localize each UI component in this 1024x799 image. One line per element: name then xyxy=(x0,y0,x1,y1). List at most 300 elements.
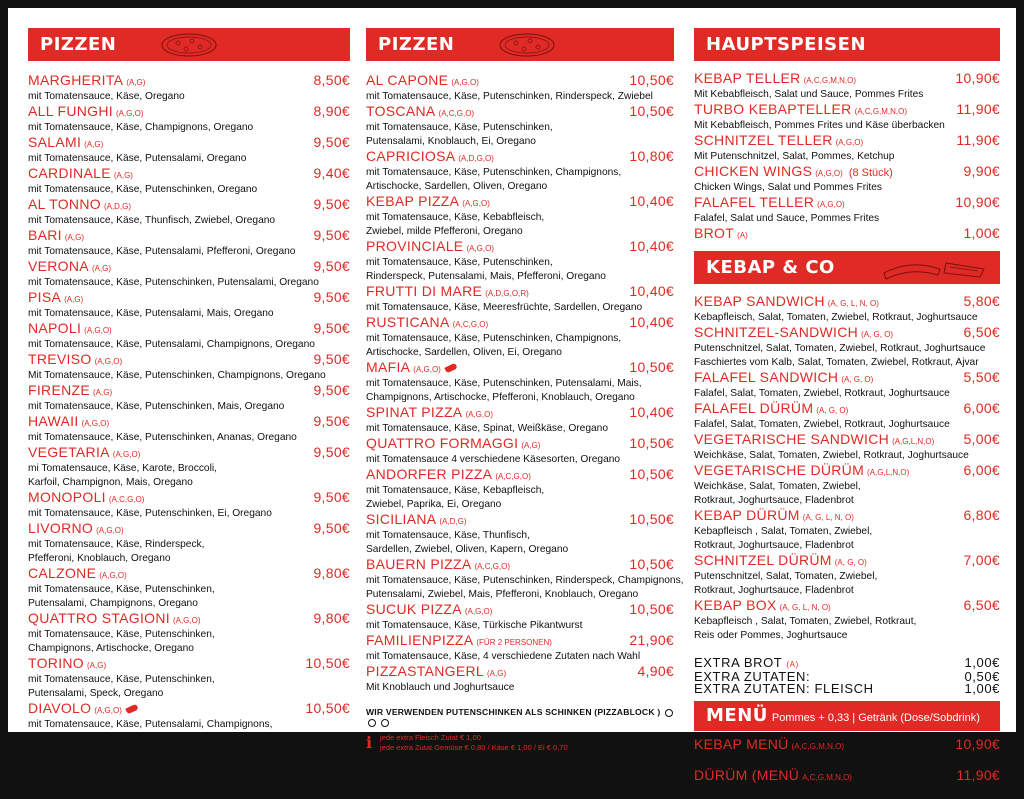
menu-item xyxy=(366,194,674,239)
item-description: Putensalami, Speck, Oregano xyxy=(28,688,164,699)
menu-item xyxy=(694,325,1000,370)
item-price: 8,90€ xyxy=(313,103,350,119)
item-description: mit Tomatensauce, Käse, Putenschinken, Ananas, Oregano xyxy=(28,432,297,443)
item-header xyxy=(694,553,1000,570)
item-name-group xyxy=(366,360,457,377)
menu-item xyxy=(694,508,1000,553)
allergen-code: (A,C,G,M,N,O) xyxy=(803,76,857,85)
allergen-code: (A) xyxy=(737,231,748,240)
item-header xyxy=(28,352,350,369)
item-price: 10,50€ xyxy=(629,435,674,451)
item-name-group xyxy=(366,405,493,422)
item-header xyxy=(694,598,1000,615)
menu-item xyxy=(694,432,1000,463)
allergen-code: (A,G) xyxy=(126,78,146,87)
allergen-code: (A,G,O) xyxy=(815,169,843,178)
item-description: Mit Putenschnitzel, Salat, Pommes, Ketchup xyxy=(694,151,895,162)
item-name: SUCUK PIZZA xyxy=(366,601,462,617)
item-description: Kebap + Pommes + 0,33 | Getränk (Dose/Sobdrink) xyxy=(694,786,928,797)
section-title: PIZZEN xyxy=(40,34,117,55)
kebab-sketch-icon xyxy=(880,255,990,281)
extra-price: 1,00€ xyxy=(964,681,1000,696)
item-header xyxy=(366,149,674,166)
item-name-group xyxy=(28,259,111,276)
menu-item xyxy=(366,467,674,512)
item-name-group xyxy=(694,325,893,342)
item-header xyxy=(694,71,1000,88)
item-header xyxy=(694,102,1000,119)
allergen-code: (A, G, L, N, O) xyxy=(802,513,854,522)
item-header xyxy=(28,656,350,673)
item-header xyxy=(28,566,350,583)
item-price: 10,40€ xyxy=(629,314,674,330)
item-price: 9,40€ xyxy=(313,165,350,181)
item-header xyxy=(28,414,350,431)
item-description: mit Tomatensauce, Käse, Putenschinken, xyxy=(366,122,553,133)
item-header xyxy=(28,611,350,628)
item-description: mit Tomatensauce, Käse, Putenschinken, xyxy=(366,257,553,268)
item-name: FIRENZE xyxy=(28,382,90,398)
item-price: 11,90€ xyxy=(956,767,1000,783)
allergen-code: (A,G,O) xyxy=(172,616,201,625)
allergen-code: (A,G,O) xyxy=(112,450,141,459)
item-price: 10,90€ xyxy=(955,70,1000,86)
item-name-group xyxy=(694,226,748,243)
menu-item xyxy=(28,611,350,656)
item-description: Rotkraut, Joghurtsauce, Fladenbrot xyxy=(694,495,854,506)
item-header xyxy=(366,557,674,574)
item-description: mit Tomatensauce, Käse, Putenschinken, Rinderspeck, Zwiebel xyxy=(366,91,653,102)
menu-item xyxy=(28,104,350,135)
allergen-code: (A,D,G,O,R) xyxy=(485,289,529,298)
item-header xyxy=(366,436,674,453)
item-description: mit Tomatensauce, Käse, Kebapfleisch, xyxy=(366,485,545,496)
extra-price: 0,50€ xyxy=(964,669,1000,684)
section-title: MENÜ xyxy=(706,705,768,726)
menu-item xyxy=(28,656,350,701)
item-price: 10,50€ xyxy=(629,466,674,482)
item-price: 10,50€ xyxy=(629,103,674,119)
allergen-code: (A,G) xyxy=(521,441,541,450)
menu-item xyxy=(694,195,1000,226)
item-header xyxy=(366,633,674,650)
item-description: Putenschnitzel, Salat, Tomaten, Zwiebel, Rotkraut, Joghurtsauce xyxy=(694,343,986,354)
item-header xyxy=(366,194,674,211)
item-name: FALAFEL TELLER xyxy=(694,194,815,210)
item-price: 8,50€ xyxy=(313,72,350,88)
item-description: Rinderspeck, Putensalami, Mais, Pfefferoni, Oregano xyxy=(366,271,606,282)
item-name-group xyxy=(28,166,133,183)
item-price: 9,50€ xyxy=(313,520,350,536)
item-price: 9,50€ xyxy=(313,351,350,367)
item-name: CAPRICIOSA xyxy=(366,148,456,164)
extra-label: EXTRA ZUTATEN: FLEISCH xyxy=(694,681,874,696)
item-header xyxy=(366,284,674,301)
item-header xyxy=(28,135,350,152)
menu-item xyxy=(28,259,350,290)
item-price: 9,80€ xyxy=(313,610,350,626)
item-name-group xyxy=(28,104,144,121)
item-description: mit Tomatensauce, Käse, Putensalami, Pfefferoni, Oregano xyxy=(28,246,296,257)
allergen-code: (A,G) xyxy=(487,669,507,678)
allergen-code: (A,C,G,M,N,O) xyxy=(791,742,844,751)
item-header xyxy=(28,166,350,183)
item-name-group xyxy=(28,701,138,718)
item-name: TURBO KEBAPTELLER xyxy=(694,101,852,117)
item-description: mit Tomatensauce, Käse, Thunfisch, xyxy=(366,530,530,541)
item-name-group xyxy=(28,445,140,462)
item-price: 5,00€ xyxy=(963,431,1000,447)
item-description: mit Tomatensauce, Käse, Champignons, Oregano xyxy=(28,122,254,133)
menu-item xyxy=(694,102,1000,133)
item-description: Sardellen, Zwiebel, Oliven, Kapern, Oregano xyxy=(366,544,569,555)
item-price: 7,00€ xyxy=(963,552,1000,568)
item-name-group xyxy=(694,508,854,525)
item-price: 21,90€ xyxy=(629,632,674,648)
item-description: Mit Kebabfleisch, Pommes Frites und Käse überbacken xyxy=(694,120,945,131)
allergen-code: (A,C,G,M,N,O) xyxy=(854,107,908,116)
item-header xyxy=(366,602,674,619)
item-name: BARI xyxy=(28,227,62,243)
item-price: 9,50€ xyxy=(313,227,350,243)
item-name: TOSCANA xyxy=(366,103,436,119)
item-header xyxy=(694,768,1000,785)
item-description: Falafel, Salat, Tomaten, Zwiebel, Rotkraut, Joghurtsauce xyxy=(694,419,950,430)
menu-item xyxy=(694,401,1000,432)
menu-sheet xyxy=(8,8,1016,797)
item-name-group xyxy=(366,284,529,301)
item-header xyxy=(694,463,1000,480)
allergen-code: (A,G) xyxy=(113,171,133,180)
item-description: Mit Tomatensauce, Käse, Putenschinken, Champignons, Oregano xyxy=(28,370,326,381)
allergen-code: (A,G,O) xyxy=(413,365,441,374)
item-description: Chicken Wings, Salat und Pommes Frites xyxy=(694,182,882,193)
item-description: mit Tomatensauce, Käse, Oregano xyxy=(28,91,185,102)
item-header xyxy=(694,226,1000,243)
item-name: TREVISO xyxy=(28,351,92,367)
item-name-group xyxy=(694,553,867,570)
item-price: 9,90€ xyxy=(963,163,1000,179)
item-name-group xyxy=(28,73,145,90)
menu-item xyxy=(694,71,1000,102)
item-description: mit Tomatensauce, Käse, Putenschinken, Ei, Oregano xyxy=(28,508,272,519)
item-price: 6,00€ xyxy=(963,400,1000,416)
allergen-code: (A,C,G,O) xyxy=(452,320,489,329)
item-price: 4,90€ xyxy=(637,663,674,679)
item-name-group xyxy=(366,557,510,574)
allergen-code: (A,G,O) xyxy=(84,326,112,335)
menu-item xyxy=(366,633,674,664)
item-name-group xyxy=(366,436,540,453)
item-description: mit Tomatensauce, Käse, Rinderspeck, xyxy=(28,539,205,550)
item-header xyxy=(366,73,674,90)
item-name: KEBAP BOX xyxy=(694,597,777,613)
item-name: FAMILIENPIZZA xyxy=(366,632,474,648)
item-header xyxy=(28,490,350,507)
item-header xyxy=(694,508,1000,525)
allergen-code: (A,G,O) xyxy=(81,419,110,428)
menu-item xyxy=(694,598,1000,643)
item-name-group xyxy=(694,598,831,615)
allergen-code: (A,G,L,N,O) xyxy=(867,468,910,477)
item-name: CARDINALE xyxy=(28,165,111,181)
section-banner-kebap xyxy=(694,251,1000,284)
extra-item xyxy=(694,683,1000,695)
allergen-code: (A,C,G,O) xyxy=(495,472,531,481)
menu-item xyxy=(694,164,1000,195)
item-name-group xyxy=(366,149,494,166)
item-name-group xyxy=(366,315,488,332)
item-name-group xyxy=(694,133,863,150)
item-name-group xyxy=(28,321,112,338)
item-name: NAPOLI xyxy=(28,320,82,336)
item-header xyxy=(28,701,350,718)
extras-list xyxy=(694,657,1000,695)
item-price: 5,80€ xyxy=(963,293,1000,309)
item-name-group xyxy=(28,383,112,400)
item-header xyxy=(28,104,350,121)
menu-item xyxy=(28,445,350,490)
allergen-code: (A,G) xyxy=(84,140,104,149)
item-name: SICILIANA xyxy=(366,511,437,527)
menu-item xyxy=(366,284,674,315)
ingredient-icon xyxy=(665,709,673,717)
menu-item xyxy=(366,405,674,436)
item-header xyxy=(694,325,1000,342)
item-description: Champignons, Artischocke, Pfefferoni, Knoblauch, Oregano xyxy=(366,392,635,403)
item-name: PISA xyxy=(28,289,62,305)
item-name: MAFIA xyxy=(366,359,411,375)
menu-item xyxy=(28,228,350,259)
item-header xyxy=(366,104,674,121)
allergen-code: (A,G,O) xyxy=(94,706,122,715)
info-icon: i xyxy=(366,733,373,752)
item-name-group xyxy=(694,768,852,785)
item-header xyxy=(28,383,350,400)
item-description: mit Tomatensauce, Käse, Putensalami, Champignons, Oregano xyxy=(28,339,315,350)
allergen-code: (A,G,L,N,O) xyxy=(892,437,935,446)
item-name-group xyxy=(28,228,84,245)
item-description: mit Tomatensauce, Käse, Putenschinken, Champignons, xyxy=(366,167,622,178)
item-description: mit Tomatensauce, Käse, 4 verschiedene Zutaten nach Wahl xyxy=(366,651,641,662)
section-title: PIZZEN xyxy=(378,34,455,55)
item-name-group xyxy=(694,294,879,311)
item-name-group xyxy=(694,195,845,212)
item-header xyxy=(366,467,674,484)
menu-item xyxy=(366,602,674,633)
item-price: 10,50€ xyxy=(629,601,674,617)
menu-item xyxy=(28,166,350,197)
item-name: BAUERN PIZZA xyxy=(366,556,472,572)
item-name-group xyxy=(366,602,492,619)
item-name-group xyxy=(694,102,907,119)
ingredient-icon xyxy=(368,719,376,727)
item-price: 11,90€ xyxy=(956,132,1000,148)
allergen-code: (A,C,G,O) xyxy=(108,495,145,504)
item-price: 9,50€ xyxy=(313,489,350,505)
item-price: 10,50€ xyxy=(305,655,350,671)
item-name: VEGETARISCHE SANDWICH xyxy=(694,431,890,447)
pizza-sketch-icon xyxy=(498,32,556,58)
item-description: mit Tomatensauce, Käse, Putensalami, Champignons, xyxy=(28,719,273,730)
item-name: RUSTICANA xyxy=(366,314,450,330)
item-header xyxy=(28,259,350,276)
section-title: HAUPTSPEISEN xyxy=(706,34,867,55)
allergen-code: (A,G,O) xyxy=(466,244,495,253)
menu-item xyxy=(366,104,674,149)
item-price: 6,50€ xyxy=(963,597,1000,613)
pizza-column-1 xyxy=(28,28,350,746)
item-name: BROT xyxy=(694,225,735,241)
allergen-code: (FÜR 2 PERSONEN) xyxy=(476,638,552,647)
item-header xyxy=(366,360,674,377)
item-price: 10,40€ xyxy=(629,283,674,299)
allergen-code: (A,G) xyxy=(87,661,107,670)
item-description: Zwiebel, Paprika, Ei, Oregano xyxy=(366,499,502,510)
allergen-code: (A, G, O) xyxy=(861,330,894,339)
item-price: 10,80€ xyxy=(629,148,674,164)
item-header xyxy=(28,197,350,214)
item-price: 9,80€ xyxy=(313,565,350,581)
item-name-group xyxy=(366,239,494,256)
item-name: DÜRÜM (MENÜ xyxy=(694,767,800,783)
item-price: 5,50€ xyxy=(963,369,1000,385)
item-price: 9,50€ xyxy=(313,289,350,305)
menu-item xyxy=(28,701,350,746)
item-price: 9,50€ xyxy=(313,444,350,460)
allergen-code: (A,G,O) xyxy=(94,357,123,366)
menu-item xyxy=(366,239,674,284)
item-header xyxy=(366,315,674,332)
section-banner-hauptspeisen xyxy=(694,28,1000,61)
item-description: Putensalami, Zwiebel, Mais, Pfefferoni, Knoblauch, Oregano xyxy=(366,589,639,600)
menu-item xyxy=(694,226,1000,243)
item-price: 9,50€ xyxy=(313,382,350,398)
item-header xyxy=(366,664,674,681)
menu-item xyxy=(694,463,1000,508)
item-price: 6,00€ xyxy=(963,462,1000,478)
item-name-group xyxy=(366,104,474,121)
item-header xyxy=(28,321,350,338)
item-name: KEBAP PIZZA xyxy=(366,193,460,209)
item-description: Putensalami, Knoblauch, Ei, Oregano xyxy=(366,136,536,147)
allergen-code: (A,G) xyxy=(64,295,84,304)
item-name: MONOPOLI xyxy=(28,489,106,505)
item-price: 9,50€ xyxy=(313,413,350,429)
item-description: Faschiertes vom Kalb, Salat, Tomaten, Zwiebel, Rotkraut, Ajvar xyxy=(694,357,979,368)
allergen-code: (A,G,O) xyxy=(462,199,490,208)
item-price: 6,50€ xyxy=(963,324,1000,340)
allergen-code: A,C,G,M,N,O) xyxy=(802,773,852,782)
item-name: AL CAPONE xyxy=(366,72,449,88)
allergen-code: (A,G) xyxy=(91,264,112,273)
pizza-sketch-icon xyxy=(160,32,218,58)
item-price: 10,50€ xyxy=(629,511,674,527)
menu-item xyxy=(694,133,1000,164)
item-description: Oliven, scharfe Pfefferoni, Oregano xyxy=(28,733,188,744)
item-name: MARGHERITA xyxy=(28,72,124,88)
menu-item xyxy=(28,521,350,566)
menu-item xyxy=(28,490,350,521)
item-name: ANDORFER PIZZA xyxy=(366,466,493,482)
item-description: Putensalami, Champignons, Oregano xyxy=(28,598,198,609)
allergen-code: (A,G,O) xyxy=(99,571,127,580)
item-description: mit Tomatensauce, Käse, Putenschinken, Putensalami, Oregano xyxy=(28,277,319,288)
item-name-group xyxy=(28,135,103,152)
item-description: mit Tomatensauce, Käse, Putenschinken, Mais, Oregano xyxy=(28,401,285,412)
item-header xyxy=(694,133,1000,150)
item-header xyxy=(28,228,350,245)
item-header xyxy=(28,521,350,538)
allergen-code: (A,G) xyxy=(93,388,113,397)
menu-item xyxy=(28,135,350,166)
menu-item xyxy=(366,360,674,405)
item-description: Champignons, Artischocke, Oregano xyxy=(28,643,194,654)
item-name: CALZONE xyxy=(28,565,97,581)
item-name: SCHNITZEL TELLER xyxy=(694,132,833,148)
item-description: Reis oder Pommes, Joghurtsauce xyxy=(694,630,848,641)
item-price: 10,50€ xyxy=(305,700,350,716)
item-description: Weichkäse, Salat, Tomaten, Zwiebel, Rotkraut, Joghurtsauce xyxy=(694,450,969,461)
allergen-code: (A,G,O) xyxy=(115,109,144,118)
allergen-code: (A, G, O) xyxy=(841,375,874,384)
section-banner-menu xyxy=(694,701,1000,731)
chili-icon xyxy=(444,363,457,374)
item-header xyxy=(366,512,674,529)
allergen-code: (A,D,G,O) xyxy=(458,154,494,163)
item-name: KEBAP MENÜ xyxy=(694,736,789,752)
menu-item xyxy=(694,768,1000,799)
item-description: mit Tomatensauce, Käse, Meeresfrüchte, Sardellen, Oregano xyxy=(366,302,643,313)
item-price: 10,90€ xyxy=(955,736,1000,752)
item-name: VEGETARIA xyxy=(28,444,110,460)
item-description: Kebap + Pommes + 0,33 | Getränk (Dose/Sobdrink) xyxy=(694,755,928,766)
allergen-code: (A,D,G) xyxy=(103,202,132,211)
allergen-code: (A,G,O) xyxy=(96,526,124,535)
item-description: Putenschnitzel, Salat, Tomaten, Zwiebel, xyxy=(694,571,878,582)
menu-item xyxy=(366,512,674,557)
extra-price: 1,00€ xyxy=(964,655,1000,670)
item-header xyxy=(28,73,350,90)
menu-item xyxy=(28,321,350,352)
item-description: Rotkraut, Joghurtsauce, Fladenbrot xyxy=(694,540,854,551)
item-name: FRUTTI DI MARE xyxy=(366,283,483,299)
item-description: Kebapfleisch , Salat, Tomaten, Zwiebel, Rotkraut, xyxy=(694,616,917,627)
allergen-code: (A,G,O) xyxy=(464,607,493,616)
item-name-group xyxy=(28,566,127,583)
section-banner-pizzen-2 xyxy=(366,28,674,61)
extra-label: EXTRA BROT (A) xyxy=(694,655,799,670)
allergen-code: (A) xyxy=(786,660,799,669)
item-header xyxy=(694,164,1000,181)
item-description: mi Tomatensauce, Käse, Karote, Broccoli, xyxy=(28,463,217,474)
item-name-group xyxy=(28,521,124,538)
menu-item xyxy=(28,290,350,321)
item-name-group xyxy=(694,432,934,449)
allergen-code: (A,C,G,O) xyxy=(438,109,475,118)
item-description: Weichkäse, Salat, Tomaten, Zwiebel, xyxy=(694,481,861,492)
item-name: KEBAP TELLER xyxy=(694,70,801,86)
item-name-group xyxy=(28,290,83,307)
item-name: SALAMI xyxy=(28,134,82,150)
item-name: VERONA xyxy=(28,258,89,274)
allergen-code: (A,C,G,O) xyxy=(474,562,511,571)
menu-item xyxy=(28,197,350,228)
item-name-group xyxy=(694,463,909,480)
item-description: Rotkraut, Joghurtsauce, Fladenbrot xyxy=(694,585,854,596)
item-description: Mit Knoblauch und Joghurtsauce xyxy=(366,682,515,693)
section-banner-pizzen-1 xyxy=(28,28,350,61)
